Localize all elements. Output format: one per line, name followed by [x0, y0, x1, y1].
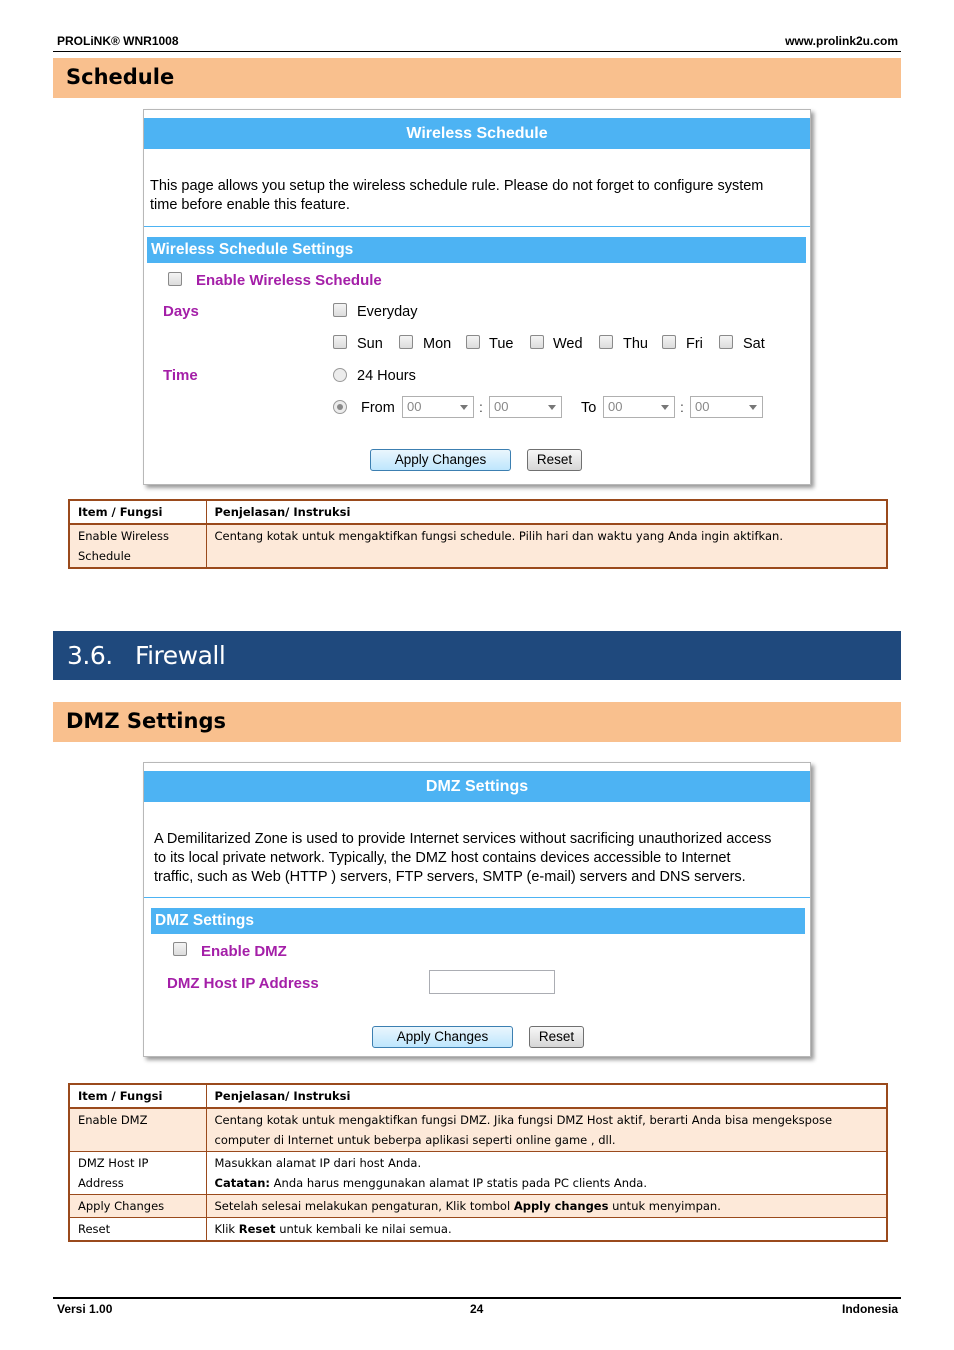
to-minute-select[interactable] [690, 396, 763, 418]
cell-text: Anda harus menggunakan alamat IP statis pada PC clients Anda. [270, 1176, 648, 1190]
cell-line: Masukkan alamat IP dari host Anda. [214, 1156, 422, 1170]
table-header-desc: Penjelasan/ Instruksi [206, 1084, 887, 1108]
cell-line [215, 1173, 879, 1193]
table-cell-item: Apply Changes [69, 1195, 206, 1218]
dmz-table [68, 1083, 888, 1242]
footer-version: Versi 1.00 [57, 1302, 113, 1316]
day-sun-checkbox[interactable] [333, 335, 347, 349]
table-cell-item: Reset [69, 1218, 206, 1242]
from-minute-select[interactable] [489, 396, 562, 418]
header-rule [53, 51, 901, 52]
apply-changes-button[interactable]: Apply Changes [370, 449, 511, 471]
from-hour-select[interactable] [402, 396, 474, 418]
dmz-settings-header: DMZ Settings [151, 908, 805, 934]
dmz-description [154, 830, 771, 887]
dmz-apply-changes-button[interactable]: Apply Changes [372, 1026, 513, 1048]
chevron-down-icon [548, 405, 556, 410]
table-row [69, 1218, 887, 1242]
table-header-row [69, 500, 887, 524]
dmz-section-bar [53, 702, 901, 742]
time-colon: : [479, 399, 483, 415]
to-minute-value: 00 [695, 399, 710, 414]
bold-text: Reset [238, 1222, 276, 1236]
cell-line: Address [78, 1176, 124, 1190]
table-header-desc: Penjelasan/ Instruksi [206, 500, 887, 524]
header-url: www.prolink2u.com [785, 34, 898, 48]
day-wed-label: Wed [553, 336, 583, 352]
time-label: Time [163, 367, 198, 384]
schedule-table [68, 499, 888, 569]
to-label: To [581, 400, 597, 416]
everyday-label: Everyday [357, 304, 418, 320]
enable-dmz-label: Enable DMZ [201, 943, 287, 960]
description-line: A Demilitarized Zone is used to provide Internet services without sacrificing unauthorized access [154, 831, 772, 847]
day-fri-checkbox[interactable] [662, 335, 676, 349]
cell-text: untuk kembali ke nilai semua. [275, 1222, 452, 1236]
from-hour-value: 00 [407, 399, 422, 414]
footer-page-number: 24 [470, 1302, 484, 1316]
cell-line: Centang kotak untuk mengaktifkan fungsi DMZ. Jika fungsi DMZ Host aktif, berarti Anda bisa mengekspose [214, 1113, 833, 1127]
dmz-title: DMZ Settings [144, 771, 810, 802]
table-cell-desc [206, 1218, 887, 1242]
wireless-schedule-settings-header: Wireless Schedule Settings [147, 237, 806, 263]
wireless-schedule-title: Wireless Schedule [144, 118, 810, 149]
table-cell-item [69, 1152, 206, 1195]
dmz-section-title: DMZ Settings [66, 709, 226, 733]
dmz-reset-button[interactable]: Reset [529, 1026, 584, 1048]
firewall-section-bar [53, 631, 901, 680]
table-row [69, 524, 887, 568]
days-label: Days [163, 303, 199, 320]
day-sat-checkbox[interactable] [719, 335, 733, 349]
time-24hours-radio[interactable] [333, 368, 347, 382]
table-cell-desc: Centang kotak untuk mengaktifkan fungsi schedule. Pilih hari dan waktu yang Anda ingin aktifkan. [206, 524, 887, 568]
separator [144, 897, 810, 898]
time-colon: : [680, 399, 684, 415]
time-range-radio[interactable] [333, 400, 347, 414]
schedule-section-bar [53, 58, 901, 98]
day-mon-checkbox[interactable] [399, 335, 413, 349]
time-24hours-label: 24 Hours [357, 368, 416, 384]
enable-dmz-checkbox[interactable] [173, 942, 187, 956]
cell-line: Enable Wireless [78, 529, 169, 543]
cell-line: DMZ Host IP [78, 1156, 149, 1170]
description-line: traffic, such as Web (HTTP ) servers, FTP servers, SMTP (e-mail) servers and DNS servers. [154, 869, 746, 885]
dmz-host-ip-input[interactable] [429, 970, 555, 994]
chevron-down-icon [661, 405, 669, 410]
table-cell-item [69, 524, 206, 568]
dmz-panel [143, 762, 811, 1057]
wireless-schedule-description [150, 177, 763, 215]
day-sun-label: Sun [357, 336, 383, 352]
day-thu-label: Thu [623, 336, 648, 352]
reset-button[interactable]: Reset [527, 449, 582, 471]
table-row [69, 1108, 887, 1152]
description-line: time before enable this feature. [150, 197, 350, 213]
day-tue-label: Tue [489, 336, 514, 352]
to-hour-value: 00 [608, 399, 623, 414]
table-row [69, 1195, 887, 1218]
schedule-section-title: Schedule [66, 65, 175, 89]
from-minute-value: 00 [494, 399, 509, 414]
everyday-checkbox[interactable] [333, 303, 347, 317]
table-header-row [69, 1084, 887, 1108]
table-header-item: Item / Fungsi [69, 1084, 206, 1108]
wireless-schedule-panel [143, 109, 811, 485]
table-cell-desc [206, 1108, 887, 1152]
firewall-section-title: 3.6. Firewall [67, 641, 226, 670]
dmz-host-ip-label: DMZ Host IP Address [167, 975, 319, 992]
description-line: to its local private network. Typically, the DMZ host contains devices accessible to Internet [154, 850, 731, 866]
bold-text: Catatan: [214, 1176, 271, 1190]
cell-text: Klik [214, 1222, 239, 1236]
day-mon-label: Mon [423, 336, 452, 352]
cell-line: computer di Internet untuk beberpa aplikasi seperti online game , dll. [214, 1133, 616, 1147]
table-header-item: Item / Fungsi [69, 500, 206, 524]
day-fri-label: Fri [686, 336, 703, 352]
to-hour-select[interactable] [603, 396, 675, 418]
day-tue-checkbox[interactable] [466, 335, 480, 349]
from-label: From [361, 400, 395, 416]
table-cell-desc [206, 1195, 887, 1218]
cell-line: Schedule [78, 549, 131, 563]
day-wed-checkbox[interactable] [530, 335, 544, 349]
cell-text: untuk menyimpan. [608, 1199, 721, 1213]
bold-text: Apply changes [513, 1199, 609, 1213]
enable-wireless-schedule-label: Enable Wireless Schedule [196, 272, 382, 289]
table-row [69, 1152, 887, 1195]
cell-text: Setelah selesai melakukan pengaturan, Klik tombol [214, 1199, 514, 1213]
day-sat-label: Sat [743, 336, 765, 352]
day-thu-checkbox[interactable] [599, 335, 613, 349]
chevron-down-icon [749, 405, 757, 410]
table-cell-item: Enable DMZ [69, 1108, 206, 1152]
description-line: This page allows you setup the wireless schedule rule. Please do not forget to configure system [150, 178, 764, 194]
footer-rule [53, 1297, 901, 1299]
separator [144, 226, 810, 227]
chevron-down-icon [460, 405, 468, 410]
header-product: PROLiNK® WNR1008 [57, 34, 179, 48]
table-cell-desc [206, 1152, 887, 1195]
enable-wireless-schedule-checkbox[interactable] [168, 272, 182, 286]
footer-language: Indonesia [841, 1302, 898, 1316]
